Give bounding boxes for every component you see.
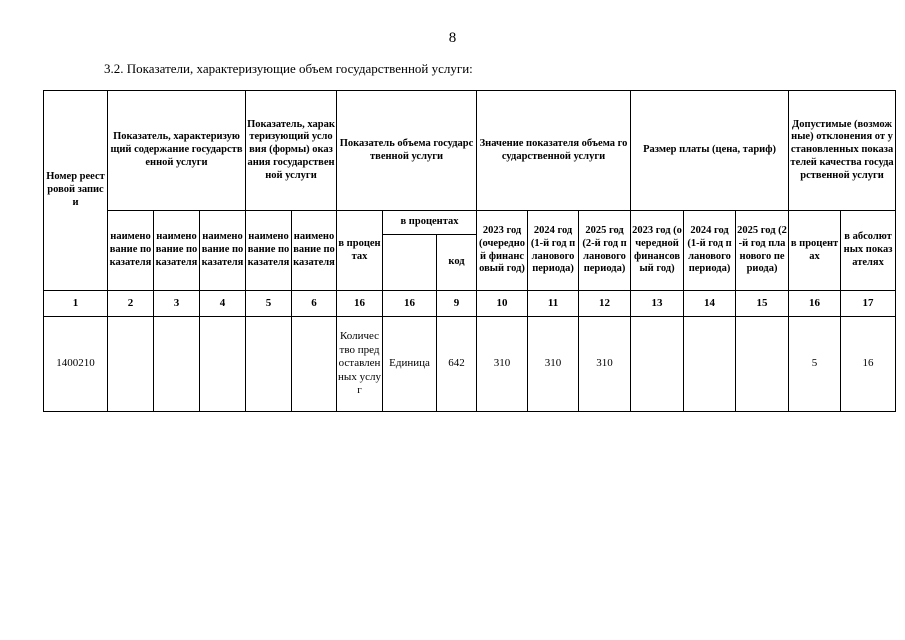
- header-volume-indicator: Показатель объема государственной услуги: [337, 91, 477, 211]
- column-number: 6: [292, 291, 337, 317]
- header-registry-number: Номер реестровой записи: [44, 91, 108, 291]
- column-number: 13: [631, 291, 684, 317]
- cell-empty: [292, 317, 337, 412]
- cell-empty: [154, 317, 200, 412]
- column-number: 9: [437, 291, 477, 317]
- header-fee-size: Размер платы (цена, тариф): [631, 91, 789, 211]
- cell-indicator-name: Количество предоставленных услуг: [337, 317, 383, 412]
- subheader-volume-2023: 2023 год (очередной финансовый год): [477, 211, 528, 291]
- subheader-volume-2024: 2024 год (1-й год планового периода): [528, 211, 579, 291]
- cell-registry: 1400210: [44, 317, 108, 412]
- subheader-name-2: наименование показателя: [154, 211, 200, 291]
- cell-fee-2023: [631, 317, 684, 412]
- column-number: 14: [684, 291, 736, 317]
- cell-deviation-absolute: 16: [841, 317, 896, 412]
- subheader-volume-2025: 2025 год (2-й год планового периода): [579, 211, 631, 291]
- subheader-name-1: наименование показателя: [108, 211, 154, 291]
- cell-code: 642: [437, 317, 477, 412]
- subheader-fee-2024: 2024 год (1-й год планового периода): [684, 211, 736, 291]
- page-number: 8: [448, 30, 457, 46]
- cell-fee-2025: [736, 317, 789, 412]
- column-number: 17: [841, 291, 896, 317]
- cell-volume-2024: 310: [528, 317, 579, 412]
- column-number: 3: [154, 291, 200, 317]
- subheader-name-4: наименование показателя: [246, 211, 292, 291]
- header-volume-value: Значение показателя объема государственной услуги: [477, 91, 631, 211]
- subheader-deviation-absolute: в абсолютных показателях: [841, 211, 896, 291]
- table-row: [44, 317, 896, 412]
- subheader-empty: [383, 235, 437, 291]
- volume-indicators-table: [43, 90, 896, 412]
- column-number: 2: [108, 291, 154, 317]
- column-number: 11: [528, 291, 579, 317]
- subheader-in-percent-a: в процентах: [337, 211, 383, 291]
- column-number: 12: [579, 291, 631, 317]
- subheader-fee-2025: 2025 год (2-й год планового периода): [736, 211, 789, 291]
- header-conditions-indicator: Показатель, характеризующий условия (формы) оказания государственной услуги: [246, 91, 337, 211]
- header-deviations: Допустимые (возможные) отклонения от установленных показателей качества государственной услуги: [789, 91, 896, 211]
- column-number: 10: [477, 291, 528, 317]
- section-title: 3.2. Показатели, характеризующие объем государственной услуги:: [104, 61, 473, 76]
- column-number: 4: [200, 291, 246, 317]
- subheader-in-percent-b: в процентах: [383, 211, 477, 235]
- column-number: 16: [789, 291, 841, 317]
- subheader-deviation-percent: в процентах: [789, 211, 841, 291]
- cell-empty: [246, 317, 292, 412]
- subheader-name-3: наименование показателя: [200, 211, 246, 291]
- cell-deviation-percent: 5: [789, 317, 841, 412]
- cell-volume-2025: 310: [579, 317, 631, 412]
- column-number: 16: [337, 291, 383, 317]
- column-number: 15: [736, 291, 789, 317]
- cell-volume-2023: 310: [477, 317, 528, 412]
- subheader-fee-2023: 2023 год (очередной финансовый год): [631, 211, 684, 291]
- cell-fee-2024: [684, 317, 736, 412]
- subheader-name-5: наименование показателя: [292, 211, 337, 291]
- column-number: 16: [383, 291, 437, 317]
- cell-unit: Единица: [383, 317, 437, 412]
- column-number: 5: [246, 291, 292, 317]
- header-content-indicator: Показатель, характеризующий содержание государственной услуги: [108, 91, 246, 211]
- cell-empty: [108, 317, 154, 412]
- column-number: 1: [44, 291, 108, 317]
- cell-empty: [200, 317, 246, 412]
- subheader-code: код: [437, 235, 477, 291]
